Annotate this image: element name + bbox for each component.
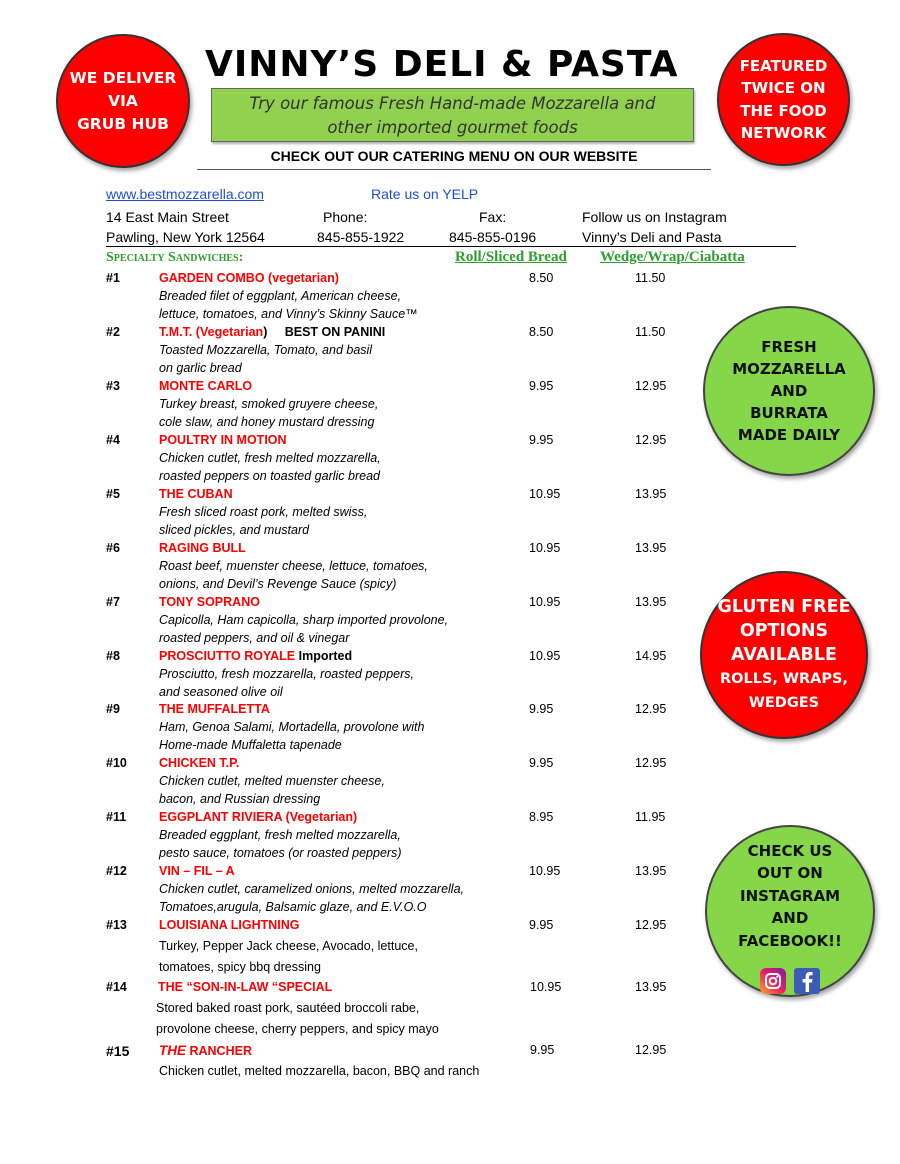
roll-price: 9.95 xyxy=(529,756,554,770)
item-name xyxy=(159,810,357,824)
roll-price: 8.50 xyxy=(529,271,554,285)
item-number: #3 xyxy=(106,379,120,393)
item-description: pesto sauce, tomatoes (or roasted peppers) xyxy=(159,846,402,860)
item-name xyxy=(159,379,252,393)
wedge-price: 14.95 xyxy=(635,649,667,663)
wedge-price: 12.95 xyxy=(635,918,667,932)
food-network-line: FEATURED xyxy=(739,56,828,75)
item-description: Fresh sliced roast pork, melted swiss, xyxy=(159,505,368,519)
item-description: roasted peppers on toasted garlic bread xyxy=(159,469,380,483)
phone-label: Phone: xyxy=(323,209,368,225)
item-number: #12 xyxy=(106,864,127,878)
facebook-icon[interactable] xyxy=(794,968,820,994)
social-line: CHECK US xyxy=(747,841,833,860)
item-name xyxy=(159,702,270,716)
delivery-badge xyxy=(56,34,190,168)
instagram-name: Vinny’s Deli and Pasta xyxy=(582,229,722,245)
item-name xyxy=(159,487,233,501)
wedge-price: 12.95 xyxy=(635,1043,667,1057)
social-badge xyxy=(705,825,875,997)
roll-price: 8.95 xyxy=(529,810,554,824)
item-number: #8 xyxy=(106,649,120,663)
social-line: FACEBOOK!! xyxy=(738,931,842,950)
item-name-text: EGGPLANT RIVIERA (Vegetarian) xyxy=(159,810,358,824)
item-name-text: THE CUBAN xyxy=(159,487,233,501)
item-name-text: THE “SON-IN-LAW “SPECIAL xyxy=(158,980,333,994)
gluten-line: GLUTEN FREE xyxy=(717,597,851,617)
roll-price: 9.95 xyxy=(530,1043,555,1057)
phone-number: 845-855-1922 xyxy=(317,229,405,245)
wedge-price: 13.95 xyxy=(635,541,667,555)
item-description: sliced pickles, and mustard xyxy=(159,523,310,537)
wedge-price: 11.50 xyxy=(635,271,666,285)
item-name-text: VIN – FIL – A xyxy=(159,864,235,878)
gluten-free-badge xyxy=(700,571,868,739)
section-heading: Specialty Sandwiches: xyxy=(106,250,244,265)
item-name-text: T.M.T. (Vegetarian xyxy=(159,325,264,339)
wedge-price-header: Wedge/Wrap/Ciabatta xyxy=(600,249,745,265)
item-name xyxy=(159,756,239,770)
roll-price-header: Roll/Sliced Bread xyxy=(455,249,567,265)
roll-price: 9.95 xyxy=(529,702,554,716)
roll-price: 8.50 xyxy=(529,325,554,339)
fax-number: 845-855-0196 xyxy=(449,229,537,245)
catering-notice: CHECK OUT OUR CATERING MENU ON OUR WEBSITE xyxy=(197,148,711,170)
item-name-text: THE MUFFALETTA xyxy=(159,702,270,716)
fax-label: Fax: xyxy=(479,209,507,225)
item-name xyxy=(159,433,287,447)
roll-price: 9.95 xyxy=(529,379,554,393)
roll-price: 10.95 xyxy=(529,864,561,878)
item-description: Breaded eggplant, fresh melted mozzarella, xyxy=(159,828,401,842)
page-title: VINNY’S DELI & PASTA xyxy=(205,44,679,85)
instagram-icon[interactable] xyxy=(760,968,786,994)
social-line: AND xyxy=(771,909,809,928)
item-description: Roast beef, muenster cheese, lettuce, tomatoes, xyxy=(159,559,428,573)
wedge-price: 13.95 xyxy=(635,487,667,501)
instagram-label: Follow us on Instagram xyxy=(582,209,727,225)
item-description: Toasted Mozzarella, Tomato, and basil xyxy=(159,343,373,357)
gluten-line: WEDGES xyxy=(748,695,820,711)
wedge-price: 13.95 xyxy=(635,980,667,994)
delivery-badge-line: GRUB HUB xyxy=(77,114,169,133)
delivery-badge-line: WE DELIVER xyxy=(69,68,177,87)
item-number: #11 xyxy=(106,810,127,824)
item-name-text: TONY SOPRANO xyxy=(159,595,260,609)
item-name-text: LOUISIANA LIGHTNING xyxy=(159,918,300,932)
item-description: Chicken cutlet, melted muenster cheese, xyxy=(159,774,385,788)
item-number: #1 xyxy=(106,271,120,285)
roll-price: 10.95 xyxy=(529,595,561,609)
item-description: on garlic bread xyxy=(159,361,242,375)
tagline-line: other imported gourmet foods xyxy=(327,118,578,137)
item-number: #15 xyxy=(106,1043,130,1059)
item-description: Prosciutto, fresh mozzarella, roasted peppers, xyxy=(159,667,414,681)
roll-price: 10.95 xyxy=(529,649,561,663)
food-network-line: TWICE ON xyxy=(741,79,826,97)
item-name-text: PROSCIUTTO ROYALE xyxy=(159,649,296,663)
food-network-badge xyxy=(717,33,850,166)
item-number: #4 xyxy=(106,433,120,447)
item-name xyxy=(159,325,385,339)
roll-price: 9.95 xyxy=(529,918,554,932)
wedge-price: 13.95 xyxy=(635,595,667,609)
item-description: Breaded filet of eggplant, American cheese, xyxy=(159,289,402,303)
roll-price: 9.95 xyxy=(529,433,554,447)
roll-price: 10.95 xyxy=(529,487,561,501)
tagline-line: Try our famous Fresh Hand-made Mozzarella and xyxy=(249,94,656,113)
item-description: lettuce, tomatoes, and Vinny’s Skinny Sauce™ xyxy=(159,307,418,321)
item-description: tomatoes, spicy bbq dressing xyxy=(159,960,321,974)
item-description: Chicken cutlet, melted mozzarella, bacon, BBQ and ranch xyxy=(159,1064,480,1078)
website-link[interactable]: www.bestmozzarella.com xyxy=(106,186,264,202)
item-description: onions, and Devil’s Revenge Sauce (spicy) xyxy=(159,577,397,591)
wedge-price: 12.95 xyxy=(635,433,667,447)
food-network-line: NETWORK xyxy=(740,124,827,142)
item-name xyxy=(159,918,300,932)
item-description: Turkey breast, smoked gruyere cheese, xyxy=(159,397,379,411)
yelp-link[interactable]: Rate us on YELP xyxy=(371,186,479,202)
item-name-text: RANCHER xyxy=(186,1044,252,1058)
mozzarella-line: BURRATA xyxy=(750,404,828,422)
mozzarella-line: MOZZARELLA xyxy=(732,360,846,378)
address-line-2: Pawling, New York 12564 xyxy=(106,229,265,245)
item-number: #13 xyxy=(106,918,127,932)
item-description: Home-made Muffaletta tapenade xyxy=(159,738,342,752)
item-number: #9 xyxy=(106,702,120,716)
wedge-price: 12.95 xyxy=(635,756,667,770)
wedge-price: 11.95 xyxy=(635,810,666,824)
wedge-price: 12.95 xyxy=(635,379,667,393)
item-name xyxy=(159,1043,252,1058)
item-number: #2 xyxy=(106,325,120,339)
mozzarella-line: FRESH xyxy=(761,338,817,356)
item-number: #10 xyxy=(106,756,127,770)
social-line: OUT ON xyxy=(757,864,823,883)
item-description: roasted peppers, and oil & vinegar xyxy=(159,631,350,645)
item-name-text: RAGING BULL xyxy=(159,541,246,555)
divider xyxy=(106,246,796,247)
tagline-banner xyxy=(211,88,694,142)
wedge-price: 12.95 xyxy=(635,702,667,716)
item-description: Stored baked roast pork, sautéed broccoli rabe, xyxy=(156,1001,420,1015)
item-number: #7 xyxy=(106,595,120,609)
item-description: provolone cheese, cherry peppers, and spicy mayo xyxy=(156,1022,439,1036)
item-name xyxy=(158,980,332,994)
item-name-text: MONTE CARLO xyxy=(159,379,253,393)
delivery-badge-line: VIA xyxy=(108,91,138,110)
item-name xyxy=(159,595,260,609)
item-number: #5 xyxy=(106,487,120,501)
item-description: Chicken cutlet, caramelized onions, melted mozzarella, xyxy=(159,882,464,896)
item-description: Capicolla, Ham capicolla, sharp imported provolone, xyxy=(159,613,449,627)
item-description: Turkey, Pepper Jack cheese, Avocado, lettuce, xyxy=(159,939,418,953)
item-description: Tomatoes,arugula, Balsamic glaze, and E.V.O.O xyxy=(159,900,427,914)
item-description: cole slaw, and honey mustard dressing xyxy=(159,415,375,429)
item-description: Chicken cutlet, fresh melted mozzarella, xyxy=(159,451,381,465)
item-name xyxy=(159,649,352,663)
item-name-prefix: THE xyxy=(159,1043,186,1058)
address-line-1: 14 East Main Street xyxy=(106,209,229,225)
gluten-line: AVAILABLE xyxy=(731,645,837,665)
wedge-price: 11.50 xyxy=(635,325,666,339)
gluten-line: OPTIONS xyxy=(739,621,829,641)
item-name-text: GARDEN COMBO (vegetarian) xyxy=(159,271,339,285)
item-number: #6 xyxy=(106,541,120,555)
roll-price: 10.95 xyxy=(529,541,561,555)
item-name xyxy=(159,864,235,878)
item-name-text: CHICKEN T.P. xyxy=(159,756,240,770)
item-description: and seasoned olive oil xyxy=(159,685,283,699)
item-name-text: POULTRY IN MOTION xyxy=(159,433,287,447)
item-name xyxy=(159,541,246,555)
mozzarella-badge xyxy=(703,306,875,476)
mozzarella-line: MADE DAILY xyxy=(737,426,841,444)
item-note: Imported xyxy=(295,649,353,663)
item-note: ) BEST ON PANINI xyxy=(263,325,386,339)
mozzarella-line: AND xyxy=(770,382,808,400)
wedge-price: 13.95 xyxy=(635,864,667,878)
item-description: bacon, and Russian dressing xyxy=(159,792,321,806)
item-number: #14 xyxy=(106,980,127,994)
gluten-line: ROLLS, WRAPS, xyxy=(720,671,848,687)
social-line: INSTAGRAM xyxy=(739,886,840,905)
roll-price: 10.95 xyxy=(530,980,562,994)
food-network-line: THE FOOD xyxy=(740,101,827,120)
item-name xyxy=(159,271,339,285)
item-description: Ham, Genoa Salami, Mortadella, provolone with xyxy=(159,720,425,734)
